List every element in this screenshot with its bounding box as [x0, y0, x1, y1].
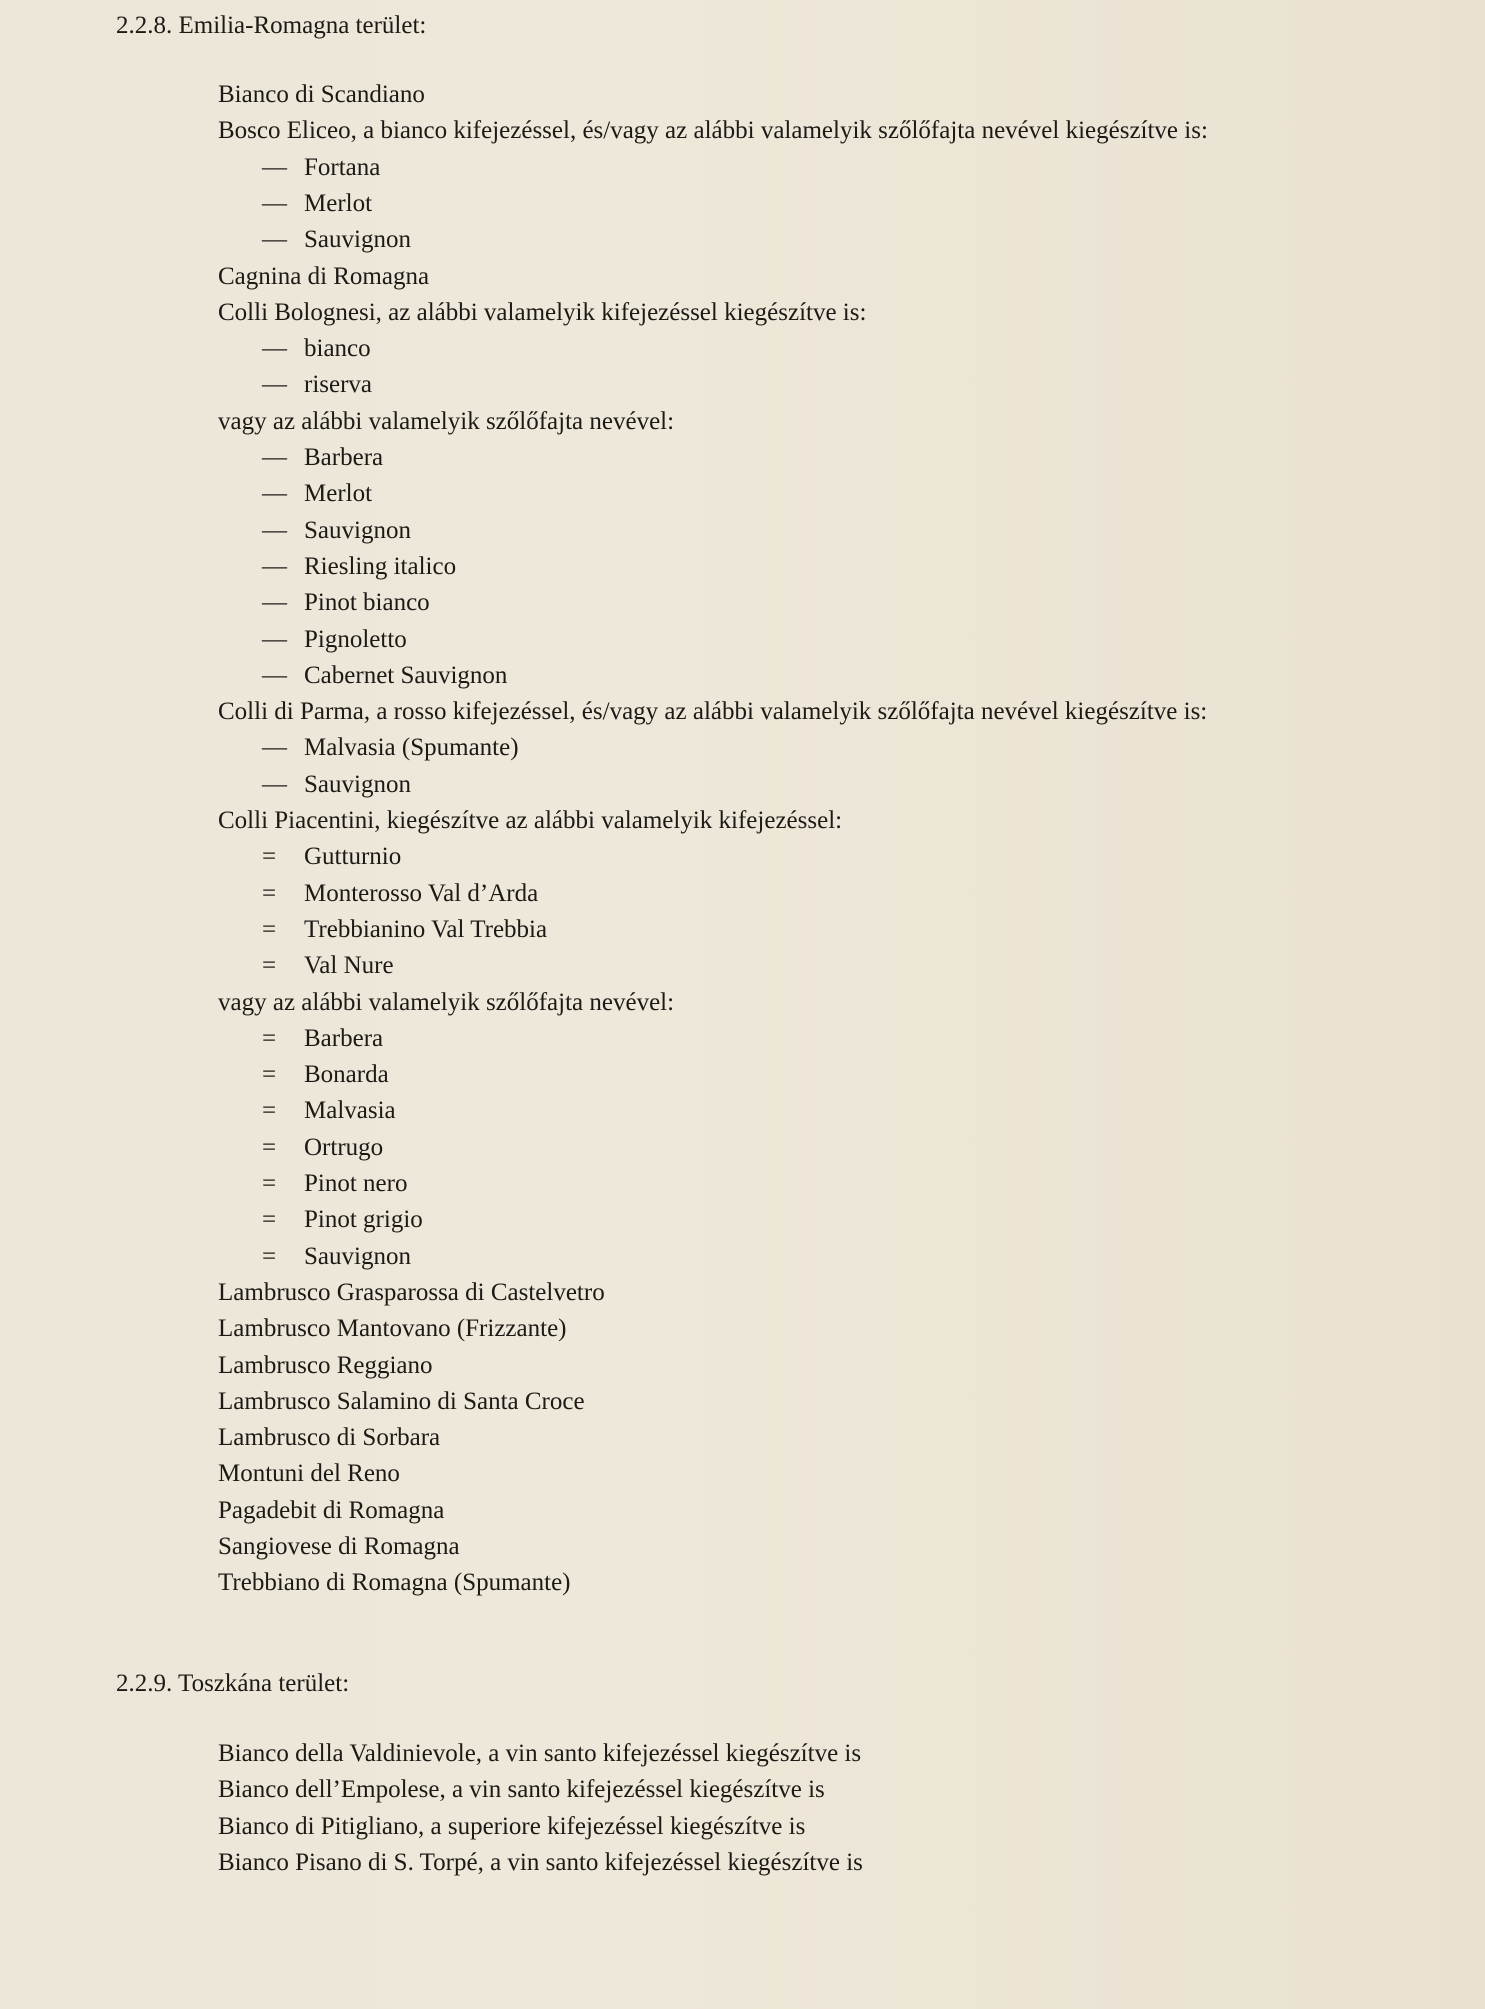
item-text: Lambrusco Mantovano (Frizzante): [218, 1315, 567, 1343]
list-marker: —: [262, 480, 287, 508]
sub-list-item: [262, 622, 407, 658]
list-item: [218, 1456, 400, 1492]
list-item: [218, 1348, 433, 1384]
item-text: Pignoletto: [304, 625, 407, 653]
item-text: Pinot grigio: [304, 1206, 423, 1234]
list-item: [218, 803, 842, 839]
item-text: Barbera: [304, 1024, 384, 1052]
list-item: [218, 1772, 825, 1808]
item-text: Val Nure: [304, 952, 394, 980]
sub-list-item: [262, 839, 401, 875]
item-text: bianco: [304, 335, 371, 363]
list-marker: =: [262, 1024, 277, 1052]
item-text: Lambrusco Grasparossa di Castelvetro: [218, 1278, 605, 1306]
sub-list-item: [262, 549, 456, 585]
sub-list-item: [262, 367, 372, 403]
list-marker: =: [262, 952, 277, 980]
list-marker: =: [262, 1170, 277, 1197]
sub-list-item: [262, 585, 430, 621]
list-marker: —: [262, 770, 287, 798]
item-text: Merlot: [304, 189, 373, 217]
sub-list-item: [262, 1093, 396, 1129]
item-text: Bosco Eliceo, a bianco kifejezéssel, és/vagy az alábbi valamelyik szőlőfajta nevével kiegészítve is:: [218, 117, 1208, 145]
item-text: Gutturnio: [304, 843, 402, 871]
item-text: Lambrusco Salamino di Santa Croce: [218, 1387, 585, 1415]
list-item: [218, 295, 866, 331]
sub-list-item: [262, 876, 538, 912]
sub-list-item: [262, 331, 371, 367]
sub-list-item: [262, 150, 380, 186]
list-item: [218, 1809, 805, 1845]
item-text: Trebbiano di Romagna (Spumante): [218, 1569, 571, 1597]
list-item: [218, 113, 1208, 149]
item-text: Bianco di Pitigliano, a superiore kifejezéssel kiegészítve is: [218, 1812, 806, 1840]
list-item: [218, 985, 674, 1021]
list-item: [218, 1529, 460, 1565]
list-marker: =: [262, 1061, 277, 1089]
list-item: [218, 694, 1207, 730]
list-item: [218, 1736, 861, 1772]
list-item: [218, 404, 674, 440]
sub-list-item: [262, 476, 372, 512]
list-marker: =: [262, 843, 277, 871]
list-item: [218, 1384, 585, 1420]
item-text: Lambrusco Reggiano: [218, 1351, 433, 1379]
list-marker: —: [262, 625, 287, 653]
list-marker: =: [262, 879, 277, 907]
sub-list-item: [262, 912, 547, 948]
list-marker: =: [262, 1242, 277, 1270]
item-text: Colli di Parma, a rosso kifejezéssel, és/vagy az alábbi valamelyik szőlőfajta nevével kiegészítve is:: [218, 698, 1208, 726]
item-text: Bianco della Valdinievole, a vin santo kifejezéssel kiegészítve is: [218, 1740, 862, 1767]
item-text: Sauvignon: [304, 770, 411, 798]
sub-list-item: [262, 1130, 383, 1166]
item-text: Lambrusco di Sorbara: [218, 1424, 441, 1452]
list-marker: —: [262, 153, 287, 181]
list-marker: —: [262, 189, 287, 217]
item-text: Malvasia (Spumante): [304, 734, 519, 762]
sub-list-item: [262, 730, 519, 766]
list-marker: —: [262, 552, 287, 580]
item-text: Bianco Pisano di S. Torpé, a vin santo kifejezéssel kiegészítve is: [218, 1848, 863, 1876]
item-text: Sauvignon: [304, 226, 411, 254]
item-text: Cagnina di Romagna: [218, 262, 430, 290]
item-text: Ortrugo: [304, 1133, 384, 1161]
list-marker: —: [262, 444, 287, 471]
item-text: Colli Piacentini, kiegészítve az alábbi valamelyik kifejezéssel:: [218, 807, 843, 834]
list-marker: =: [262, 1133, 277, 1161]
item-text: Sauvignon: [304, 516, 411, 544]
list-item: [218, 1493, 444, 1529]
sub-list-item: [262, 1166, 407, 1202]
item-text: Cabernet Sauvignon: [304, 661, 508, 689]
sub-list-item: [262, 767, 411, 803]
item-text: Riesling italico: [304, 552, 457, 580]
item-text: riserva: [304, 371, 373, 399]
section-heading: 2.2.8. Emilia-Romagna terület:: [116, 12, 427, 39]
item-text: Pinot bianco: [304, 589, 430, 617]
list-marker: —: [262, 335, 287, 363]
item-text: vagy az alábbi valamelyik szőlőfajta nevével:: [218, 407, 675, 435]
item-text: Colli Bolognesi, az alábbi valamelyik kifejezéssel kiegészítve is:: [218, 298, 867, 326]
item-text: Pinot nero: [304, 1170, 408, 1197]
list-item: [218, 1565, 571, 1601]
item-text: Bianco di Scandiano: [218, 81, 425, 108]
item-text: Fortana: [304, 153, 381, 181]
list-marker: —: [262, 734, 287, 762]
sub-list-item: [262, 1202, 423, 1238]
list-marker: —: [262, 516, 287, 544]
item-text: Sangiovese di Romagna: [218, 1533, 460, 1560]
sub-list-item: [262, 1021, 383, 1057]
list-marker: —: [262, 589, 287, 617]
list-item: [218, 77, 425, 113]
item-text: Bianco dell’Empolese, a vin santo kifejezéssel kiegészítve is: [218, 1776, 825, 1804]
list-marker: —: [262, 226, 287, 254]
sub-list-item: [262, 186, 372, 222]
item-text: Malvasia: [304, 1097, 396, 1125]
sub-list-item: [262, 1239, 411, 1275]
list-item: [218, 259, 429, 295]
list-item: [218, 1311, 567, 1347]
list-marker: =: [262, 1206, 277, 1234]
sub-list-item: [262, 222, 411, 258]
item-text: Barbera: [304, 444, 384, 471]
list-item: [218, 1275, 605, 1311]
list-marker: —: [262, 371, 287, 399]
item-text: Montuni del Reno: [218, 1460, 400, 1488]
item-text: Sauvignon: [304, 1242, 411, 1270]
list-item: [218, 1420, 440, 1456]
item-text: Pagadebit di Romagna: [218, 1496, 445, 1524]
section-heading: 2.2.9. Toszkána terület:: [116, 1670, 350, 1697]
list-marker: —: [262, 661, 287, 689]
sub-list-item: [262, 948, 394, 984]
sub-list-item: [262, 513, 411, 549]
item-text: Trebbianino Val Trebbia: [304, 915, 548, 943]
item-text: Merlot: [304, 480, 373, 508]
item-text: Bonarda: [304, 1061, 389, 1089]
list-marker: =: [262, 915, 277, 943]
list-item: [218, 1845, 863, 1881]
list-marker: =: [262, 1097, 277, 1125]
sub-list-item: [262, 440, 383, 476]
sub-list-item: [262, 1057, 389, 1093]
item-text: vagy az alábbi valamelyik szőlőfajta nevével:: [218, 988, 675, 1016]
item-text: Monterosso Val d’Arda: [304, 879, 539, 907]
sub-list-item: [262, 658, 507, 694]
